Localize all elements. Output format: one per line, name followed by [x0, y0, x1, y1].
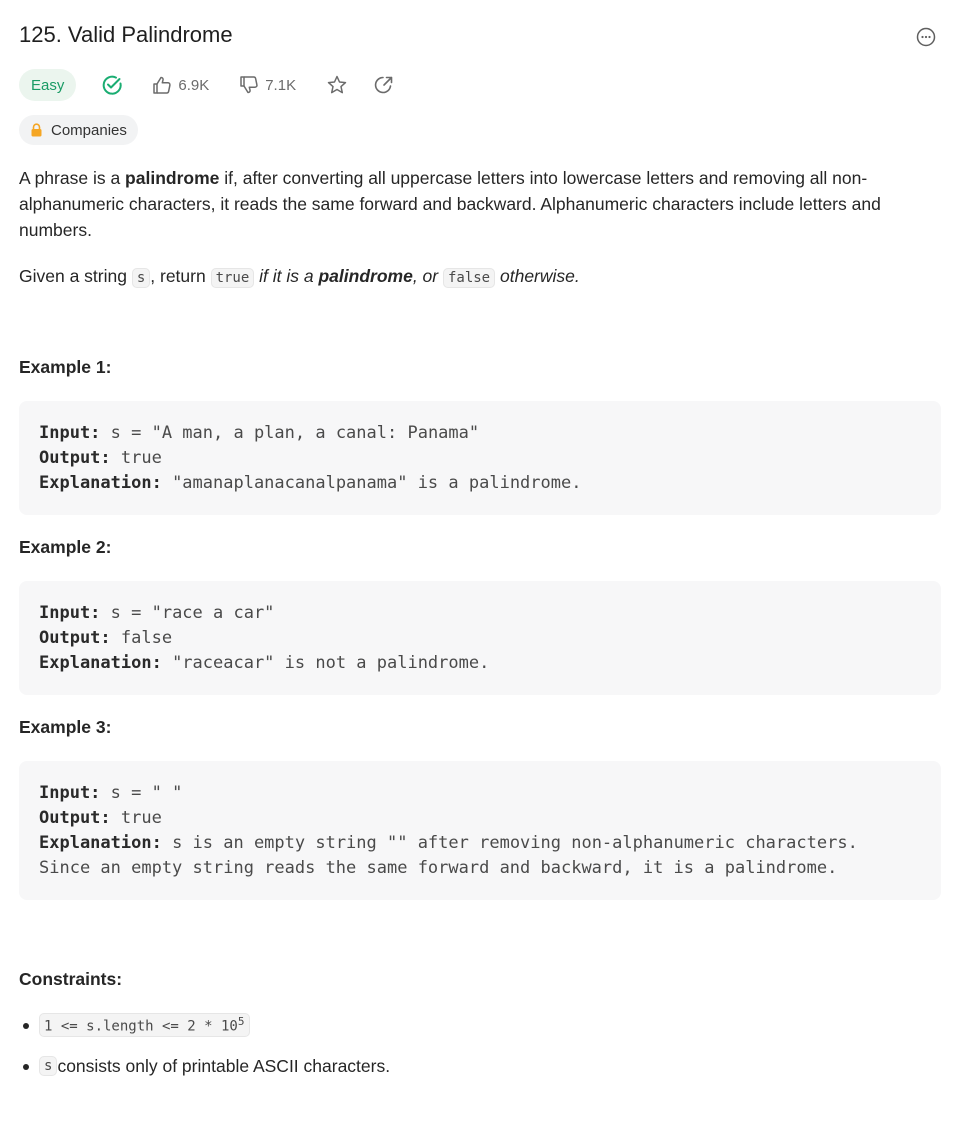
explanation-value: "amanaplanacanalpanama" is a palindrome. — [161, 473, 582, 493]
dislike-button[interactable] — [239, 75, 296, 95]
description-paragraph-1 — [19, 165, 941, 243]
input-label: Input: — [39, 783, 101, 803]
problem-title: 125. Valid Palindrome — [19, 22, 233, 47]
inline-code: true — [211, 268, 255, 288]
meta-row — [19, 69, 394, 101]
text: A phrase is a — [19, 168, 126, 188]
exponent: 5 — [237, 1015, 245, 1029]
thumbs-down-icon — [239, 75, 259, 95]
constraints-list — [19, 1010, 390, 1092]
italic-text: otherwise. — [495, 266, 580, 286]
share-button[interactable] — [374, 75, 394, 95]
output-value: false — [110, 628, 173, 648]
solved-status — [101, 74, 123, 96]
example-1-block — [19, 401, 941, 515]
output-label: Output: — [39, 808, 111, 828]
italic-text: , or — [412, 266, 443, 286]
constraint-code: s — [39, 1056, 57, 1076]
inline-code: false — [443, 268, 495, 288]
constraint-code-text: 1 <= s.length <= 2 * 10 — [44, 1018, 238, 1035]
text: , return — [150, 266, 211, 286]
description-paragraph-2 — [19, 263, 941, 291]
share-icon — [374, 75, 394, 95]
example-2-block — [19, 581, 941, 695]
explanation-value: s is an empty string "" after removing non-alphanumeric characters. — [161, 833, 858, 853]
output-label: Output: — [39, 628, 111, 648]
constraint-item — [19, 1010, 390, 1040]
input-value: s = "race a car" — [100, 603, 275, 623]
explanation-label: Explanation: — [39, 833, 162, 853]
input-label: Input: — [39, 603, 101, 623]
example-3-block — [19, 761, 941, 900]
companies-tag[interactable] — [19, 115, 138, 145]
explanation-value: "raceacar" is not a palindrome. — [161, 653, 490, 673]
explanation-continued: Since an empty string reads the same forward and backward, it is a palindrome. — [39, 858, 838, 878]
constraint-item — [19, 1051, 390, 1081]
check-circle-icon — [101, 74, 123, 96]
constraint-code — [39, 1013, 250, 1037]
explanation-label: Explanation: — [39, 653, 162, 673]
like-count: 6.9K — [178, 76, 210, 94]
output-value: true — [110, 448, 162, 468]
constraint-text: consists only of printable ASCII characters. — [57, 1055, 391, 1076]
italic-text: if it is a — [254, 266, 319, 286]
dislike-count: 7.1K — [265, 76, 297, 94]
bold-term: palindrome — [125, 168, 220, 188]
inline-code: s — [132, 268, 150, 288]
explanation-label: Explanation: — [39, 473, 162, 493]
example-3-heading: Example 3: — [19, 717, 112, 737]
lock-icon — [30, 123, 43, 137]
companies-label: Companies — [51, 121, 127, 139]
input-value: s = " " — [100, 783, 183, 803]
example-2-heading: Example 2: — [19, 537, 112, 557]
star-icon — [326, 74, 348, 96]
input-value: s = "A man, a plan, a canal: Panama" — [100, 423, 480, 443]
input-label: Input: — [39, 423, 101, 443]
output-label: Output: — [39, 448, 111, 468]
bold-term: palindrome — [318, 266, 413, 286]
output-value: true — [110, 808, 162, 828]
example-1-heading: Example 1: — [19, 357, 112, 377]
more-icon[interactable] — [916, 27, 936, 47]
difficulty-badge: Easy — [19, 69, 76, 101]
like-button[interactable] — [152, 75, 209, 95]
text: Given a string — [19, 266, 132, 286]
text: if, after converting all uppercase letters into lowercase letters and removing all non-alphanumeric characters, it reads the same forward and backward. Alphanumeric characters include letters and numbers. — [19, 168, 881, 240]
thumbs-up-icon — [152, 75, 172, 95]
constraints-heading: Constraints: — [19, 969, 123, 989]
favorite-button[interactable] — [326, 74, 348, 96]
